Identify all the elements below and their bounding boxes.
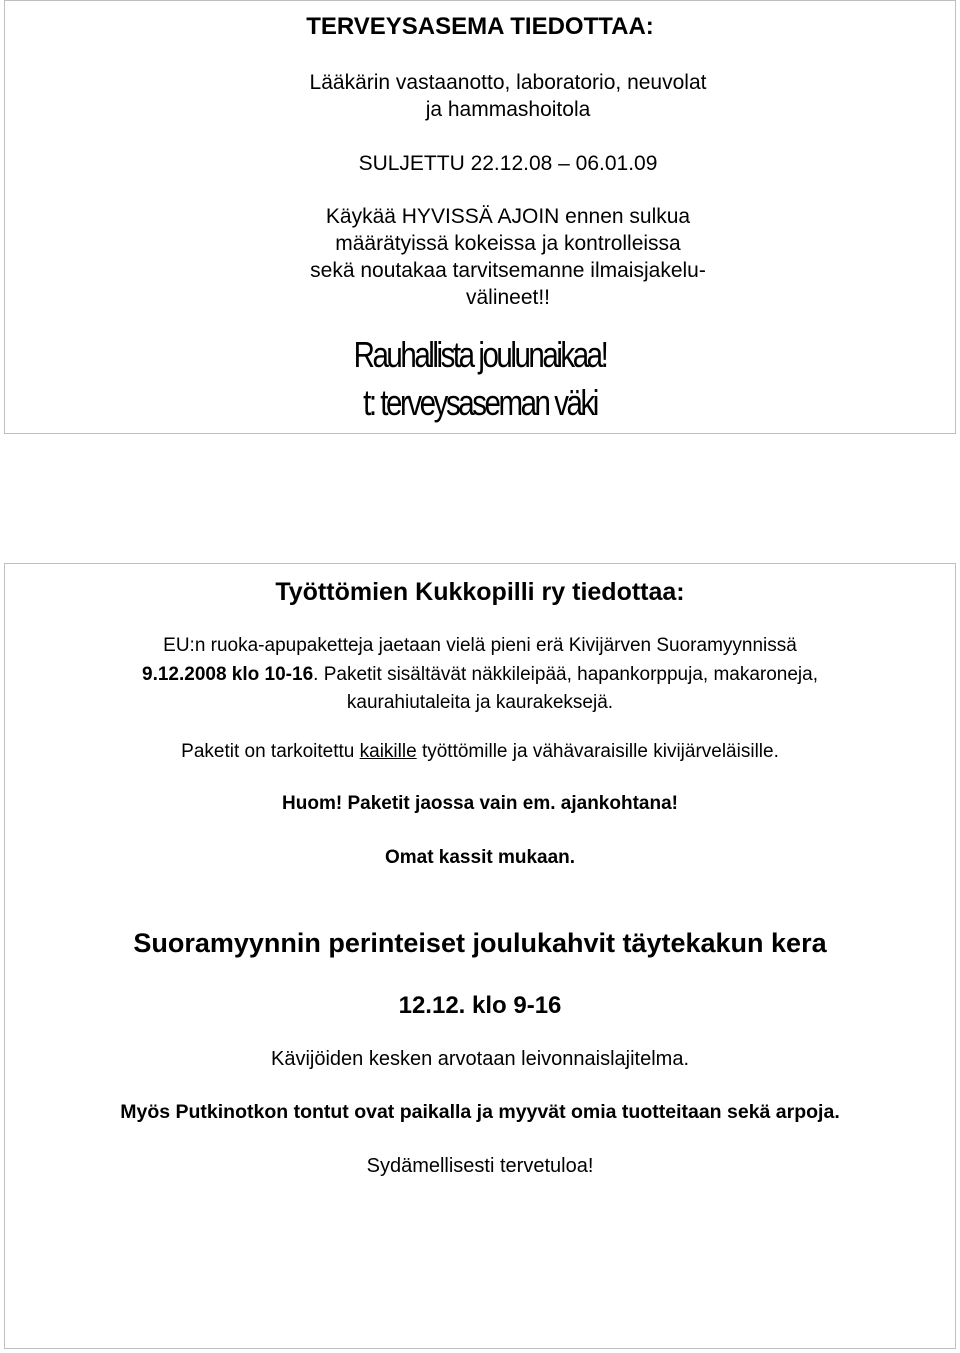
food-aid-line-1: EU:n ruoka-apupaketteja jaetaan vielä pieni erä Kivijärven Suoramyynnissä [163,635,797,656]
greeting-line-1: Rauhallista joulunaikaa! [353,334,607,375]
food-aid-line-2: 9.12.2008 klo 10-16. Paketit sisältävät näkkileipää, hapankorppuja, makaroneja, [142,664,818,685]
putkinotko-line: Myös Putkinotkon tontut ovat paikalla ja myyvät omia tuotteitaan sekä arpoja. [120,1101,840,1123]
visit-line-2: määrätyissä kokeissa ja kontrolleissa [335,232,681,255]
health-center-notice [4,0,956,434]
target-group-line: Paketit on tarkoitettu kaikille työttömille ja vähävaraisille kivijärveläisille. [181,741,779,762]
visit-line-4: välineet!! [465,286,551,309]
underlined-everyone: kaikille [359,741,417,762]
christmas-coffee-time: 12.12. klo 9-16 [398,992,562,1019]
christmas-coffee-title: Suoramyynnin perinteiset joulukahvit täytekakun kera [133,928,827,958]
services-line-1: Lääkärin vastaanotto, laboratorio, neuvolat [309,71,707,94]
distribution-date: 9.12.2008 klo 10-16 [142,664,314,685]
unemployed-association-notice [4,563,956,1349]
closed-dates: SULJETTU 22.12.08 – 06.01.09 [358,152,658,175]
services-line-2: ja hammashoitola [425,98,591,121]
welcome-line: Sydämellisesti tervetuloa! [366,1155,594,1177]
food-aid-line-3: kaurahiutaleita ja kaurakeksejä. [346,692,614,713]
visit-line-3: sekä noutakaa tarvitsemanne ilmaisjakelu- [310,259,706,282]
greeting-signature: t: terveysaseman väki [363,382,597,423]
bags-line: Omat kassit mukaan. [384,847,576,868]
notice-title: TERVEYSASEMA TIEDOTTAA: [306,13,654,40]
note-line: Huom! Paketit jaossa vain em. ajankohtana! [282,793,678,814]
association-title: Työttömien Kukkopilli ry tiedottaa: [275,578,685,606]
raffle-line: Kävijöiden kesken arvotaan leivonnaislajitelma. [270,1048,690,1070]
visit-line-1: Käykää HYVISSÄ AJOIN ennen sulkua [325,205,691,228]
